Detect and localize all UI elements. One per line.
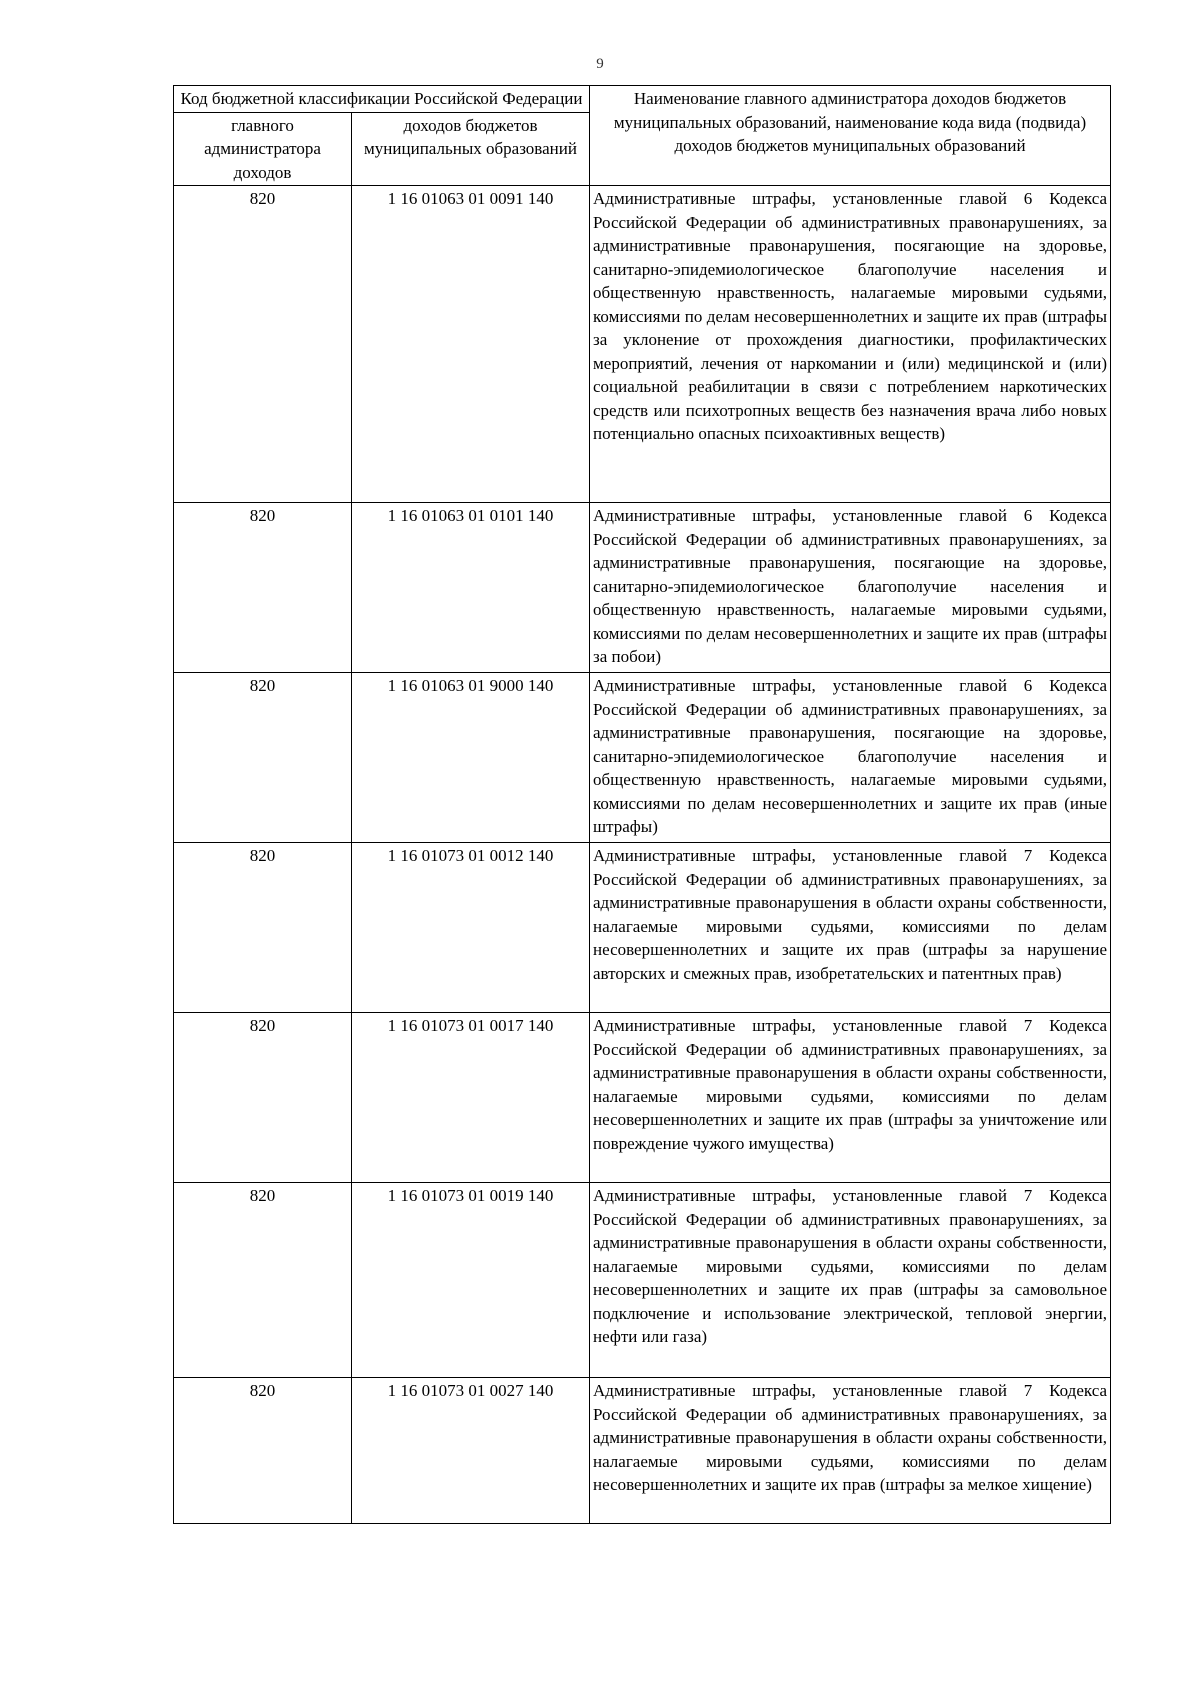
budget-classification-table bbox=[173, 85, 1111, 1524]
income-name-cell: Административные штрафы, установленные главой 7 Кодекса Российской Федерации об административных правонарушениях, за административные правонарушения в области охраны собственности, налагаемые мировыми судьями, комиссиями по делам несовершеннолетних и защите их прав (штрафы за нарушение авторских и смежных прав, изобретательских и патентных прав) bbox=[590, 843, 1111, 1013]
income-code-cell: 1 16 01063 01 0101 140 bbox=[352, 503, 590, 673]
table-row bbox=[174, 1183, 1111, 1378]
income-code-cell: 1 16 01073 01 0019 140 bbox=[352, 1183, 590, 1378]
income-code-cell: 1 16 01073 01 0017 140 bbox=[352, 1013, 590, 1183]
admin-code-cell: 820 bbox=[174, 843, 352, 1013]
income-name-cell: Административные штрафы, установленные главой 6 Кодекса Российской Федерации об административных правонарушениях, за административные правонарушения, посягающие на здоровье, санитарно-эпидемиологическое благополучие населения и общественную нравственность, налагаемые мировыми судьями, комиссиями по делам несовершеннолетних и защите их прав (штрафы за побои) bbox=[590, 503, 1111, 673]
admin-code-cell: 820 bbox=[174, 1378, 352, 1524]
header-admin-code: главного администратора доходов bbox=[174, 112, 352, 186]
page-number: 9 bbox=[596, 56, 604, 72]
header-name: Наименование главного администратора доходов бюджетов муниципальных образований, наименование кода вида (подвида) доходов бюджетов муниципальных образований bbox=[590, 86, 1111, 186]
income-name-cell: Административные штрафы, установленные главой 6 Кодекса Российской Федерации об административных правонарушениях, за административные правонарушения, посягающие на здоровье, санитарно-эпидемиологическое благополучие населения и общественную нравственность, налагаемые мировыми судьями, комиссиями по делам несовершеннолетних и защите их прав (штрафы за уклонение от прохождения диагностики, профилактических мероприятий, лечения от наркомании и (или) медицинской и (или) социальной реабилитации в связи с потреблением наркотических средств или психотропных веществ без назначения врача либо новых потенциально опасных психоактивных веществ) bbox=[590, 186, 1111, 503]
table-row bbox=[174, 503, 1111, 673]
income-name-cell: Административные штрафы, установленные главой 7 Кодекса Российской Федерации об административных правонарушениях, за административные правонарушения в области охраны собственности, налагаемые мировыми судьями, комиссиями по делам несовершеннолетних и защите их прав (штрафы за самовольное подключение и использование электрической, тепловой энергии, нефти или газа) bbox=[590, 1183, 1111, 1378]
income-name-cell: Административные штрафы, установленные главой 6 Кодекса Российской Федерации об административных правонарушениях, за административные правонарушения, посягающие на здоровье, санитарно-эпидемиологическое благополучие населения и общественную нравственность, налагаемые мировыми судьями, комиссиями по делам несовершеннолетних и защите их прав (иные штрафы) bbox=[590, 673, 1111, 843]
income-code-cell: 1 16 01073 01 0012 140 bbox=[352, 843, 590, 1013]
income-code-cell: 1 16 01073 01 0027 140 bbox=[352, 1378, 590, 1524]
header-income-code: доходов бюджетов муниципальных образований bbox=[352, 112, 590, 186]
admin-code-cell: 820 bbox=[174, 186, 352, 503]
admin-code-cell: 820 bbox=[174, 673, 352, 843]
header-classification-code: Код бюджетной классификации Российской Федерации bbox=[174, 86, 590, 113]
table-row bbox=[174, 186, 1111, 503]
income-name-cell: Административные штрафы, установленные главой 7 Кодекса Российской Федерации об административных правонарушениях, за административные правонарушения в области охраны собственности, налагаемые мировыми судьями, комиссиями по делам несовершеннолетних и защите их прав (штрафы за мелкое хищение) bbox=[590, 1378, 1111, 1524]
income-name-cell: Административные штрафы, установленные главой 7 Кодекса Российской Федерации об административных правонарушениях, за административные правонарушения в области охраны собственности, налагаемые мировыми судьями, комиссиями по делам несовершеннолетних и защите их прав (штрафы за уничтожение или повреждение чужого имущества) bbox=[590, 1013, 1111, 1183]
table-header bbox=[174, 86, 1111, 186]
admin-code-cell: 820 bbox=[174, 1013, 352, 1183]
admin-code-cell: 820 bbox=[174, 503, 352, 673]
admin-code-cell: 820 bbox=[174, 1183, 352, 1378]
table-row bbox=[174, 843, 1111, 1013]
income-code-cell: 1 16 01063 01 9000 140 bbox=[352, 673, 590, 843]
table-row bbox=[174, 1013, 1111, 1183]
table-body bbox=[174, 186, 1111, 1524]
table-row bbox=[174, 1378, 1111, 1524]
table-row bbox=[174, 673, 1111, 843]
income-code-cell: 1 16 01063 01 0091 140 bbox=[352, 186, 590, 503]
